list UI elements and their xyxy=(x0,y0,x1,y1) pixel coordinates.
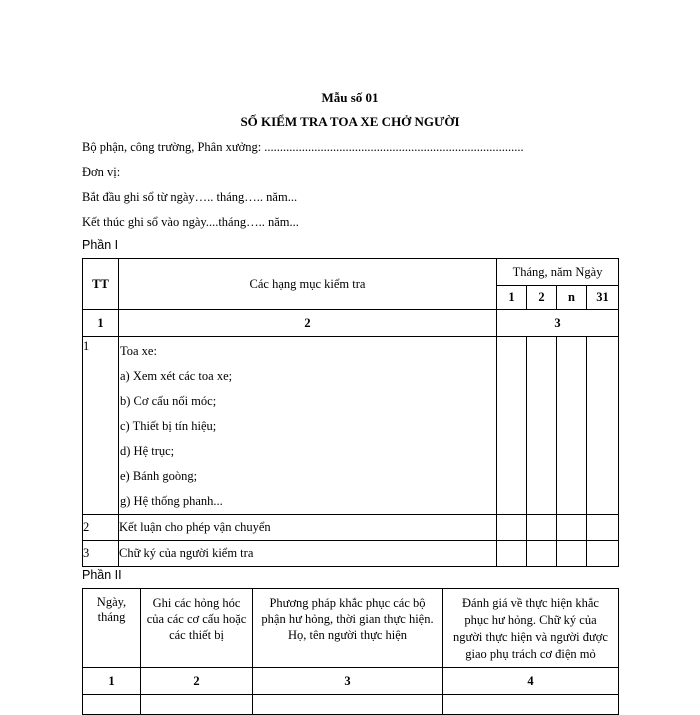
header-date-line: Ngày, xyxy=(96,595,127,609)
header-defects xyxy=(141,589,253,668)
item-line-d: d) Hệ trục; xyxy=(120,444,175,458)
header-eval-line: phục hư hỏng. Chữ ký của xyxy=(464,613,597,627)
header-start-date-line: Bắt đầu ghi sổ từ ngày….. tháng….. năm... xyxy=(82,190,298,204)
item-line-b: b) Cơ cấu nối móc; xyxy=(120,394,217,408)
empty-cell[interactable] xyxy=(253,695,443,715)
header-unit-line: Đơn vị: xyxy=(82,165,121,179)
day-cell[interactable] xyxy=(527,541,557,567)
col-number-2: 2 xyxy=(119,310,497,337)
header-date xyxy=(83,589,141,668)
part2-label: Phần II xyxy=(82,568,122,582)
header-eval-line: người thực hiện và người được xyxy=(453,630,608,644)
item-line-g: g) Hệ thống phanh... xyxy=(120,494,223,508)
day-cell[interactable] xyxy=(497,515,527,541)
header-evaluation xyxy=(443,589,619,668)
col-number-3: 3 xyxy=(253,668,443,695)
day-cell[interactable] xyxy=(587,541,619,567)
header-method-line: Phương pháp khắc phục các bộ xyxy=(269,596,426,610)
empty-cell[interactable] xyxy=(83,695,141,715)
header-defects-line: các thiết bị xyxy=(169,628,224,642)
row-number: 3 xyxy=(83,541,119,567)
day-cell[interactable] xyxy=(527,515,557,541)
row-items-cell xyxy=(119,337,497,515)
table-row xyxy=(83,337,619,515)
header-day-31: 31 xyxy=(587,286,619,310)
col-number-1: 1 xyxy=(83,310,119,337)
header-defects-line: Ghi các hỏng hóc xyxy=(152,596,241,610)
table-row xyxy=(83,695,619,715)
header-day-1: 1 xyxy=(497,286,527,310)
header-defects-line: của các cơ cấu hoặc xyxy=(146,612,247,626)
header-date-line: tháng xyxy=(97,610,126,624)
empty-cell[interactable] xyxy=(141,695,253,715)
item-line-wagon: Toa xe: xyxy=(120,344,157,358)
part1-label: Phần I xyxy=(82,238,119,252)
header-month-year-day: Tháng, năm Ngày xyxy=(497,259,619,286)
empty-cell[interactable] xyxy=(443,695,619,715)
day-cell[interactable] xyxy=(587,515,619,541)
row-item: Kết luận cho phép vận chuyển xyxy=(119,515,497,541)
header-method-line: Họ, tên người thực hiện xyxy=(287,628,408,642)
row-item: Chữ ký của người kiểm tra xyxy=(119,541,497,567)
row-number: 1 xyxy=(83,337,119,515)
item-line-c: c) Thiết bị tín hiệu; xyxy=(120,419,217,433)
day-cell[interactable] xyxy=(587,337,619,515)
header-repair-method xyxy=(253,589,443,668)
item-line-a: a) Xem xét các toa xe; xyxy=(120,369,233,383)
table-row xyxy=(83,541,619,567)
day-cell[interactable] xyxy=(557,541,587,567)
form-number: Mẫu số 01 xyxy=(321,90,379,105)
day-cell[interactable] xyxy=(497,541,527,567)
day-cell[interactable] xyxy=(497,337,527,515)
col-number-4: 4 xyxy=(443,668,619,695)
header-day-2: 2 xyxy=(527,286,557,310)
table-row xyxy=(83,515,619,541)
header-end-date-line: Kết thúc ghi sổ vào ngày....tháng….. năm... xyxy=(82,215,299,229)
part2-table xyxy=(82,588,619,715)
day-cell[interactable] xyxy=(557,515,587,541)
col-number-1: 1 xyxy=(83,668,141,695)
row-number: 2 xyxy=(83,515,119,541)
header-eval-line: Đánh giá về thực hiện khắc xyxy=(462,596,599,610)
header-tt: TT xyxy=(83,259,119,310)
document-title: SỐ KIỂM TRA TOA XE CHỞ NGƯỜI xyxy=(240,114,460,129)
col-number-2: 2 xyxy=(141,668,253,695)
header-day-n: n xyxy=(557,286,587,310)
header-eval-line: giao phụ trách cơ điện mỏ xyxy=(465,647,596,661)
item-line-e: e) Bánh goòng; xyxy=(120,469,198,483)
header-method-line: phận hư hỏng, thời gian thực hiện. xyxy=(261,612,434,626)
col-number-3: 3 xyxy=(497,310,619,337)
header-check-items: Các hạng mục kiểm tra xyxy=(119,259,497,310)
header-department-line: Bộ phận, công trường, Phân xưởng: ................................................................................... xyxy=(82,140,524,154)
part1-table xyxy=(82,258,619,567)
day-cell[interactable] xyxy=(527,337,557,515)
day-cell[interactable] xyxy=(557,337,587,515)
